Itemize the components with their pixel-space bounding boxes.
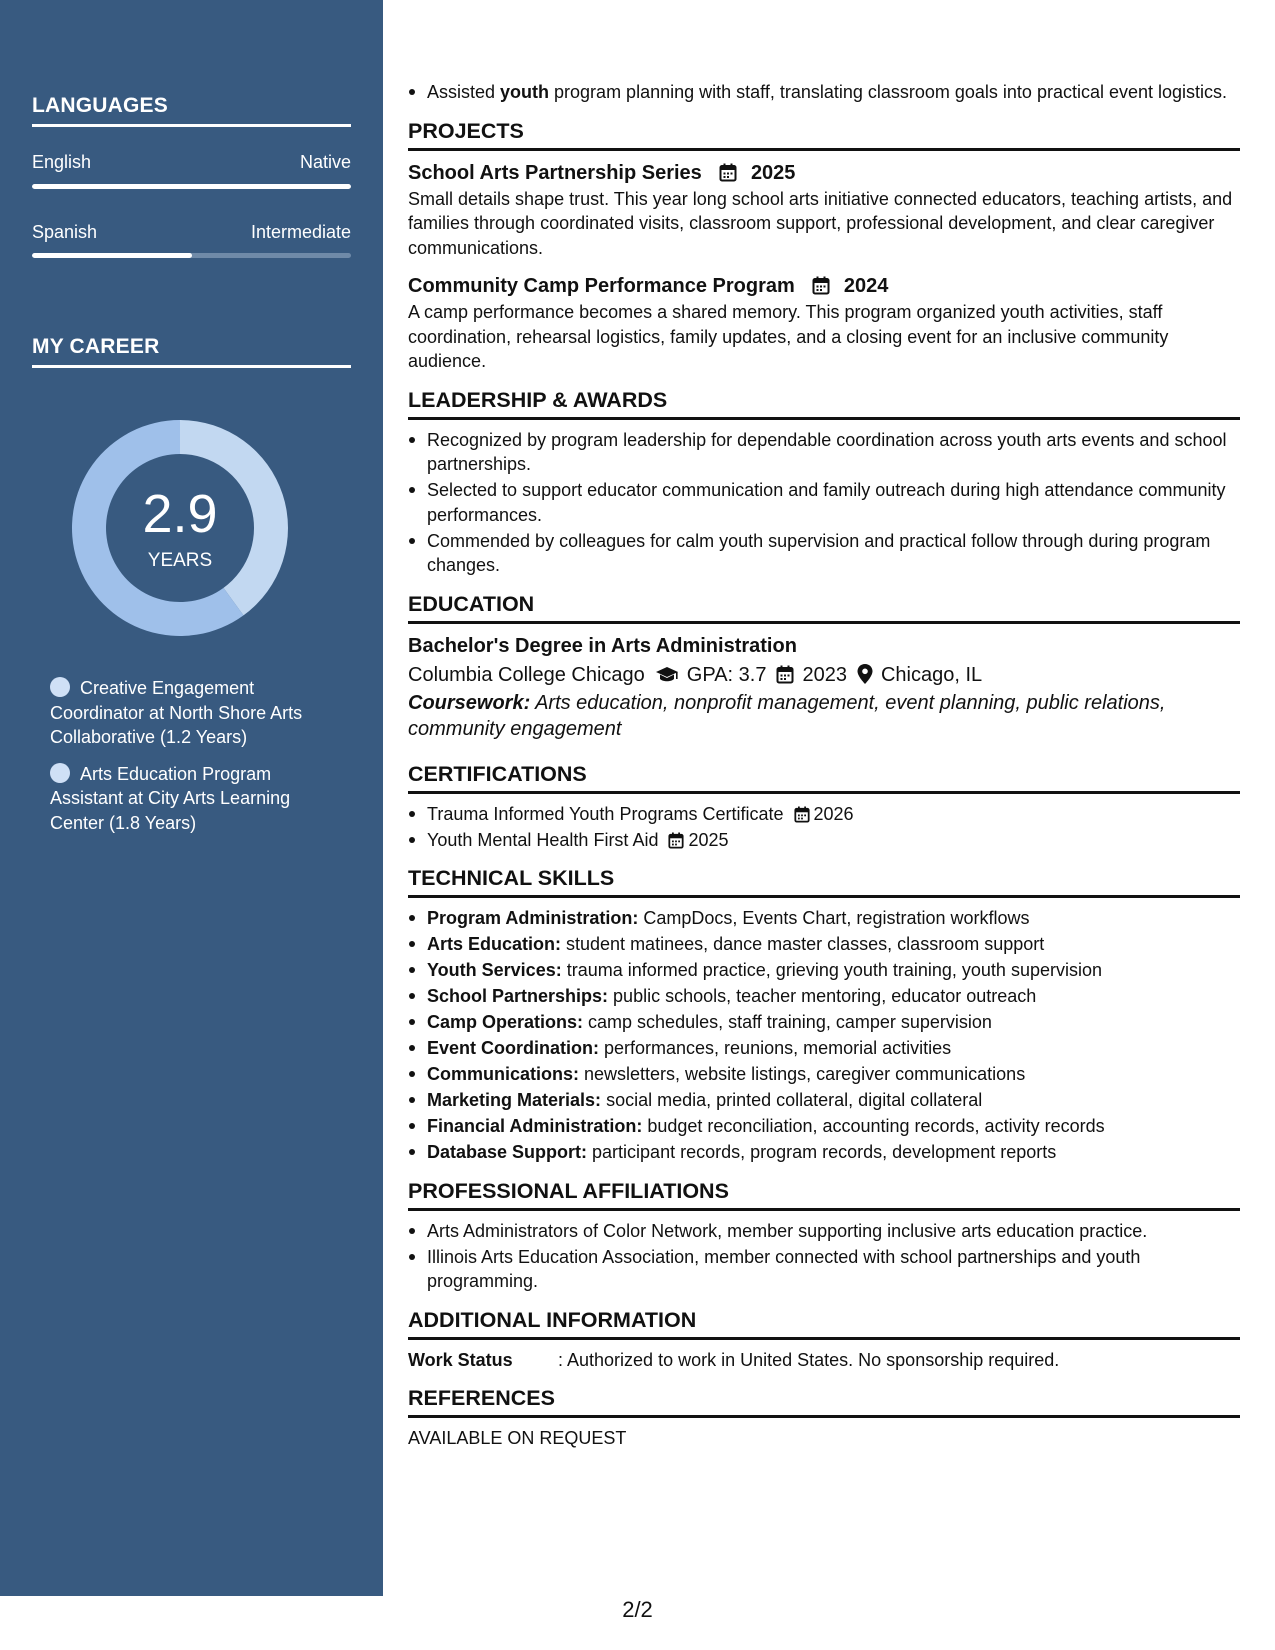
- language-row-english: [32, 152, 351, 173]
- career-total-unit: YEARS: [147, 550, 213, 571]
- certification-year: 2026: [813, 803, 854, 824]
- leadership-list: [408, 428, 1240, 578]
- work-status-row: [408, 1348, 1240, 1372]
- bullet-text: Assisted: [427, 82, 501, 102]
- project-description: A camp performance becomes a shared memory. This program organized youth activities, staff coordination, rehearsal logistics, family updates, and a closing event for an inclusive community audience.: [408, 302, 1169, 371]
- graduation-cap-icon: [655, 666, 679, 684]
- bullet-dot-icon: [50, 677, 70, 697]
- skill-value: public schools, teacher mentoring, educator outreach: [608, 986, 1037, 1006]
- calendar-icon: [719, 163, 737, 182]
- affiliations-list: [408, 1219, 1240, 1294]
- leadership-heading: LEADERSHIP & AWARDS: [408, 388, 1240, 420]
- work-status-label: Work Status: [408, 1349, 513, 1370]
- career-item: [50, 762, 340, 836]
- language-name: English: [32, 152, 92, 172]
- skill-value: CampDocs, Events Chart, registration workflows: [638, 908, 1030, 928]
- language-level: Native: [299, 152, 351, 172]
- affiliations-heading: PROFESSIONAL AFFILIATIONS: [408, 1179, 1240, 1211]
- skill-item: [408, 1036, 1240, 1061]
- gpa: GPA: 3.7: [686, 663, 767, 686]
- affiliation-item: Illinois Arts Education Association, member connected with school partnerships and youth programming.: [408, 1245, 1240, 1294]
- coursework-label: Coursework:: [408, 691, 531, 714]
- location-pin-icon: [857, 664, 873, 684]
- certification-name: Youth Mental Health First Aid: [427, 829, 659, 850]
- project-title: Community Camp Performance Program: [408, 275, 795, 297]
- career-item-text: Creative Engagement Coordinator at North Shore Arts Collaborative (1.2 Years): [50, 678, 303, 747]
- skill-label: Communications:: [427, 1064, 580, 1084]
- career-heading: MY CAREER: [32, 335, 351, 368]
- bullet-text: program planning with staff, translating classroom goals into practical event logistics.: [549, 82, 1228, 102]
- career-item: [50, 676, 340, 750]
- leadership-item: Selected to support educator communication and family outreach during high attendance community performances.: [408, 478, 1240, 527]
- additional-info-heading: ADDITIONAL INFORMATION: [408, 1308, 1240, 1340]
- skill-label: Database Support:: [427, 1142, 588, 1162]
- project-title-row: [408, 159, 1240, 187]
- project-description: Small details shape trust. This year long school arts initiative connected educators, teaching artists, and families through coordinated visits, classroom support, professional development, and clear caregiver communications.: [408, 188, 1233, 258]
- leadership-item: Commended by colleagues for calm youth supervision and practical follow through during program changes.: [408, 529, 1240, 578]
- project-title: School Arts Partnership Series: [408, 161, 702, 184]
- skill-value: participant records, program records, development reports: [587, 1142, 1057, 1162]
- skill-label: Camp Operations:: [427, 1012, 584, 1032]
- career-list: [50, 676, 340, 847]
- language-bar-fill: [32, 253, 192, 258]
- languages-heading: LANGUAGES: [32, 94, 351, 127]
- certifications-heading: CERTIFICATIONS: [408, 762, 1240, 794]
- graduation-year: 2023: [802, 663, 847, 686]
- skill-value: student matinees, dance master classes, classroom support: [561, 934, 1045, 954]
- project-title-row: [408, 272, 1240, 300]
- coursework-text: Arts education, nonprofit management, event planning, public relations, community engagement: [408, 691, 1166, 740]
- sidebar: [0, 0, 383, 1596]
- skill-value: social media, printed collateral, digital collateral: [601, 1090, 983, 1110]
- skill-item: [408, 984, 1240, 1009]
- school-location: Chicago, IL: [880, 663, 983, 686]
- education-details: [408, 660, 1240, 690]
- language-bar-spanish: [32, 253, 351, 258]
- experience-bullets: [408, 80, 1240, 105]
- language-name: Spanish: [32, 222, 98, 242]
- certification-name: Trauma Informed Youth Programs Certificate: [427, 803, 784, 824]
- career-total-value: 2.9: [142, 484, 218, 544]
- bullet-dot-icon: [50, 763, 70, 783]
- skill-label: Event Coordination:: [427, 1038, 599, 1058]
- certification-item: [408, 802, 1240, 827]
- education-heading: EDUCATION: [408, 592, 1240, 624]
- references-heading: REFERENCES: [408, 1386, 1240, 1418]
- work-status-value: : Authorized to work in United States. No sponsorship required.: [558, 1349, 1060, 1370]
- affiliation-item: Arts Administrators of Color Network, member supporting inclusive arts education practice.: [408, 1219, 1240, 1244]
- skill-item: [408, 1010, 1240, 1035]
- skill-label: Program Administration:: [427, 908, 639, 928]
- skill-value: budget reconciliation, accounting records, activity records: [642, 1116, 1105, 1136]
- project-year: 2025: [750, 161, 796, 184]
- skill-label: Arts Education:: [427, 934, 562, 954]
- leadership-item: Recognized by program leadership for dependable coordination across youth arts events and school partnerships.: [408, 428, 1240, 477]
- references-text: AVAILABLE ON REQUEST: [408, 1427, 627, 1448]
- calendar-icon: [668, 832, 684, 849]
- skill-item: [408, 1114, 1240, 1139]
- skill-label: Marketing Materials:: [427, 1090, 602, 1110]
- career-item-text: Arts Education Program Assistant at City Arts Learning Center (1.8 Years): [50, 763, 291, 833]
- language-bar-fill: [32, 184, 351, 189]
- language-level: Intermediate: [250, 222, 351, 242]
- calendar-icon: [794, 806, 810, 823]
- skill-label: School Partnerships:: [427, 986, 609, 1006]
- project-year: 2024: [843, 275, 889, 297]
- school-name: Columbia College Chicago: [408, 663, 645, 686]
- certifications-list: [408, 802, 1240, 853]
- language-bar-english: [32, 184, 351, 189]
- skill-value: newsletters, website listings, caregiver communications: [579, 1064, 1026, 1084]
- skill-item: [408, 1088, 1240, 1113]
- main-content: [408, 80, 1240, 1450]
- coursework: [408, 690, 1240, 742]
- skill-item: [408, 958, 1240, 983]
- bullet-emphasis: youth: [500, 82, 550, 102]
- projects-heading: PROJECTS: [408, 119, 1240, 151]
- skills-list: [408, 906, 1240, 1165]
- calendar-icon: [812, 276, 830, 295]
- calendar-icon: [776, 665, 794, 684]
- skill-value: trauma informed practice, grieving youth training, youth supervision: [561, 960, 1102, 980]
- skill-item: [408, 1062, 1240, 1087]
- skill-value: performances, reunions, memorial activities: [599, 1038, 952, 1058]
- skill-item: [408, 932, 1240, 957]
- experience-bullet: [408, 80, 1240, 105]
- certification-item: [408, 828, 1240, 853]
- skill-value: camp schedules, staff training, camper supervision: [583, 1012, 992, 1032]
- skill-item: [408, 906, 1240, 931]
- certification-year: 2025: [688, 829, 729, 850]
- skill-label: Youth Services:: [427, 960, 562, 980]
- skill-label: Financial Administration:: [427, 1116, 643, 1136]
- skill-item: [408, 1140, 1240, 1165]
- page-number: 2/2: [622, 1597, 653, 1622]
- language-row-spanish: [32, 222, 351, 243]
- technical-skills-heading: TECHNICAL SKILLS: [408, 866, 1240, 898]
- degree-title: Bachelor's Degree in Arts Administration: [408, 634, 797, 657]
